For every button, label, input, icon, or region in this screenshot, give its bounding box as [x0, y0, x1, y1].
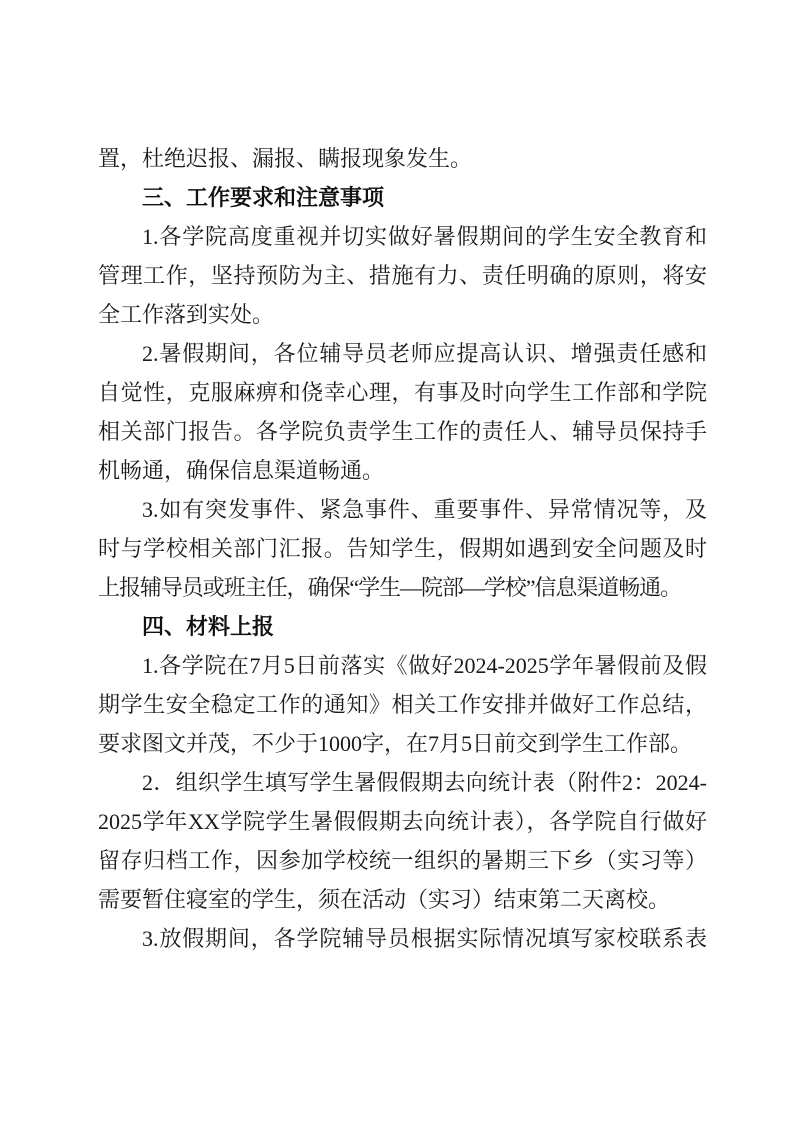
text-line: 留存归档工作，因参加学校统一组织的暑期三下乡（实习等） [98, 848, 707, 873]
document-text-block [98, 139, 707, 958]
text-line: 3.如有突发事件、紧急事件、重要事件、异常情况等，及 [142, 497, 707, 522]
text-line: 1.各学院在7月5日前落实《做好2024-2025学年暑假前及假 [142, 653, 707, 678]
text-line: 时与学校相关部门汇报。告知学生，假期如遇到安全问题及时 [98, 536, 707, 561]
text-line: 3.放假期间，各学院辅导员根据实际情况填写家校联系表 [142, 926, 707, 951]
text-line: 要求图文并茂，不少于1000字，在7月5日前交到学生工作部。 [98, 731, 693, 756]
text-line: 1.各学院高度重视并切实做好暑假期间的学生安全教育和 [142, 224, 707, 249]
text-line: 期学生安全稳定工作的通知》相关工作安排并做好工作总结， [98, 692, 707, 717]
text-line: 2.暑假期间，各位辅导员老师应提高认识、增强责任感和 [142, 341, 707, 366]
text-line: 管理工作，坚持预防为主、措施有力、责任明确的原则，将安 [98, 263, 707, 288]
text-line: 全工作落到实处。 [98, 302, 275, 327]
section-heading-materials: 四、材料上报 [142, 614, 275, 639]
text-line: 需要暂住寝室的学生，须在活动（实习）结束第二天离校。 [98, 887, 671, 912]
text-line: 2025学年XX学院学生暑假假期去向统计表），各学院自行做好 [98, 809, 707, 834]
text-line: 相关部门报告。各学院负责学生工作的责任人、辅导员保持手 [98, 419, 707, 444]
text-line: 自觉性，克服麻痹和侥幸心理，有事及时向学生工作部和学院 [98, 380, 707, 405]
section-heading-requirements: 三、工作要求和注意事项 [142, 185, 385, 210]
text-line: 2．组织学生填写学生暑假假期去向统计表（附件2：2024- [142, 770, 707, 795]
text-line: 机畅通，确保信息渠道畅通。 [98, 458, 385, 483]
text-line: 上报辅导员或班主任，确保“学生—院部—学校”信息渠道畅通。 [98, 575, 682, 600]
text-line: 置，杜绝迟报、漏报、瞒报现象发生。 [98, 146, 473, 171]
